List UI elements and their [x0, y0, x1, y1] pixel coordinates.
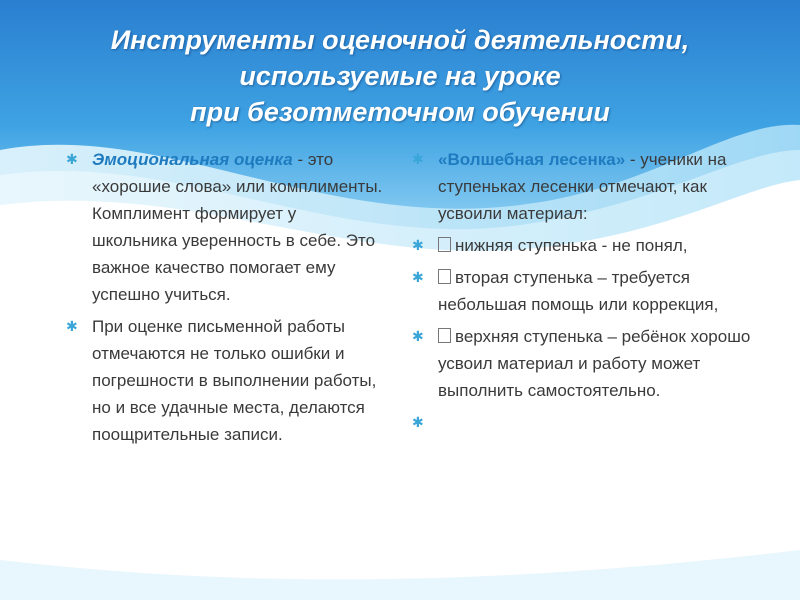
- item-text: - это «хорошие слова» или комплименты. Комплимент формирует у школьника уверенность в себе. Это важное качество помогает ему успешно учиться.: [92, 150, 383, 304]
- item-text: При оценке письменной работы отмечаются не только ошибки и погрешности в выполнении работы, но и все удачные места, делаются поощрительные записи.: [92, 317, 377, 444]
- item-text: - ученики на ступеньках лесенки отмечают, как усвоили материал:: [438, 150, 727, 223]
- title-line-1: Инструменты оценочной деятельности,: [110, 25, 690, 55]
- list-item: [412, 146, 752, 227]
- empty-square-icon: [438, 237, 451, 252]
- item-text: нижняя ступенька - не понял,: [455, 236, 688, 255]
- term-emotional-assessment: Эмоциональная оценка: [92, 150, 293, 169]
- asterisk-bullet-icon: ✱: [412, 328, 424, 344]
- empty-square-icon: [438, 269, 451, 284]
- list-item: [66, 313, 386, 448]
- empty-list-item: [412, 409, 752, 436]
- title-line-2: используемые на уроке: [239, 61, 561, 91]
- asterisk-bullet-icon: ✱: [412, 414, 424, 430]
- asterisk-bullet-icon: ✱: [66, 151, 78, 167]
- asterisk-bullet-icon: ✱: [412, 237, 424, 253]
- item-text: вторая ступенька – требуется небольшая помощь или коррекция,: [438, 268, 719, 314]
- empty-square-icon: [438, 328, 451, 343]
- term-magic-ladder: «Волшебная лесенка»: [438, 150, 626, 169]
- slide-title: [40, 22, 760, 130]
- item-text: верхняя ступенька – ребёнок хорошо усвоил материал и работу может выполнить самостоятельно.: [438, 327, 751, 400]
- list-item: [412, 264, 752, 318]
- list-item: [412, 232, 752, 259]
- asterisk-bullet-icon: ✱: [412, 269, 424, 285]
- asterisk-bullet-icon: ✱: [412, 151, 424, 167]
- list-item: [412, 323, 752, 404]
- asterisk-bullet-icon: ✱: [66, 318, 78, 334]
- title-line-3: при безотметочном обучении: [190, 97, 610, 127]
- right-column: [412, 146, 752, 441]
- list-item: [66, 146, 386, 308]
- left-column: [66, 146, 386, 453]
